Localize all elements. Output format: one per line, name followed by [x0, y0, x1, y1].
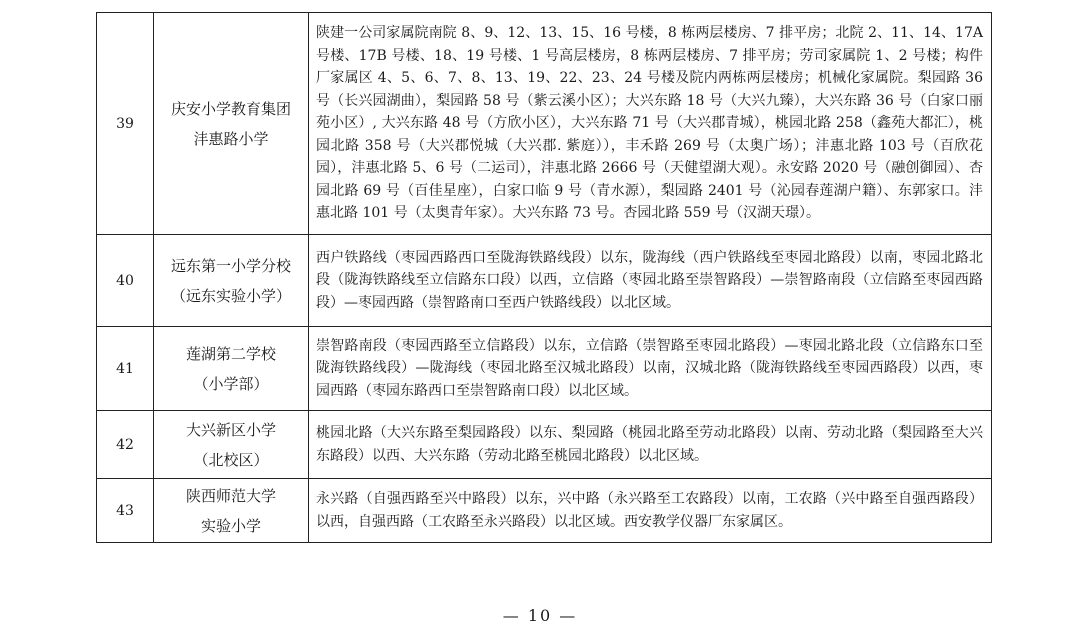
school-name-line: 大兴新区小学	[185, 420, 276, 439]
school-name-line: 莲湖第二学校	[185, 344, 276, 363]
enrollment-area: 崇智路南段（枣园西路至立信路段）以东，立信路（崇智路至枣园北路段）—枣园北路北段（立信路东口至陇海铁路线段）—陇海线（枣园北路至汉城北路段）以南，汉城北路（陇海铁路线至枣园西路段）以西，枣园西路（枣园东路西口至崇智路南口段）以北区域。	[309, 327, 992, 411]
school-name	[154, 479, 309, 543]
row-number: 40	[97, 235, 154, 327]
row-number: 41	[97, 327, 154, 411]
table-row	[97, 13, 992, 235]
table-row	[97, 327, 992, 411]
school-name	[154, 235, 309, 327]
row-number: 39	[97, 13, 154, 235]
school-name-line: （小学部）	[193, 374, 269, 393]
school-name-line: （北校区）	[193, 450, 269, 469]
enrollment-area: 永兴路（自强西路至兴中路段）以东，兴中路（永兴路至工农路段）以南，工农路（兴中路至自强西路段）以西，自强西路（工农路至永兴路段）以北区域。西安教学仪器厂东家属区。	[309, 479, 992, 543]
enrollment-area: 西户铁路线（枣园西路西口至陇海铁路线段）以东，陇海线（西户铁路线至枣园北路段）以南，枣园北路北段（陇海铁路线至立信路东口段）以西，立信路（枣园北路至崇智路段）—崇智路南段（立信路至枣园西路段）—枣园西路（崇智路南口至西户铁路线段）以北区域。	[309, 235, 992, 327]
enrollment-area: 桃园北路（大兴东路至梨园路段）以东、梨园路（桃园北路至劳动北路段）以南、劳动北路（梨园路至大兴东路段）以西、大兴东路（劳动北路至桃园北路段）以北区域。	[309, 411, 992, 479]
table-row	[97, 411, 992, 479]
school-name	[154, 13, 309, 235]
school-name-line: 庆安小学教育集团	[170, 99, 291, 118]
row-number: 42	[97, 411, 154, 479]
enrollment-area: 陕建一公司家属院南院 8、9、12、13、15、16 号楼，8 栋两层楼房、7 排平房；北院 2、11、14、17A 号楼、17B 号楼、18、19 号楼、1 号高层楼房，8 栋两层楼房、7 排平房；劳司家属院 1、2 号楼；构件厂家属区 4、5、6、7、8、13、19、22、23、24 号楼及院内两栋两层楼房；机械化家属院。梨园路 36 号（长兴园湖曲），梨园路 58 号（紫云溪小区）；大兴东路 18 号（大兴九臻），大兴东路 36 号（白家口丽苑小区）, 大兴东路 48 号（方欣小区），大兴东路 71 号（大兴郡青城），桃园北路 258（鑫苑大都汇），桃园北路 358 号（大兴郡悦城（大兴郡. 紫庭）），丰禾路 269 号（太奥广场）；沣惠北路 103 号（百欣花园），沣惠北路 5、6 号（二运司），沣惠北路 2666 号（天健望湖大观）。永安路 2020 号（融创御园）、杏园北路 69 号（百佳星座），白家口临 9 号（青水源），梨园路 2401 号（沁园春莲湖户籍）、东郭家口。沣惠北路 101 号（太奥青年家）。大兴东路 73 号。杏园北路 559 号（汉湖天璟）。	[309, 13, 992, 235]
school-name-line: 实验小学	[200, 516, 261, 535]
school-name	[154, 411, 309, 479]
row-number: 43	[97, 479, 154, 543]
table-row	[97, 479, 992, 543]
page-number: — 10 —	[502, 606, 578, 625]
table-row	[97, 235, 992, 327]
school-name-line: 远东第一小学分校	[170, 256, 291, 275]
school-district-table	[96, 12, 992, 543]
school-name-line: 沣惠路小学	[193, 129, 269, 148]
school-name-line: 陕西师范大学	[185, 486, 276, 505]
school-name-line: （远东实验小学）	[170, 286, 291, 305]
school-name	[154, 327, 309, 411]
